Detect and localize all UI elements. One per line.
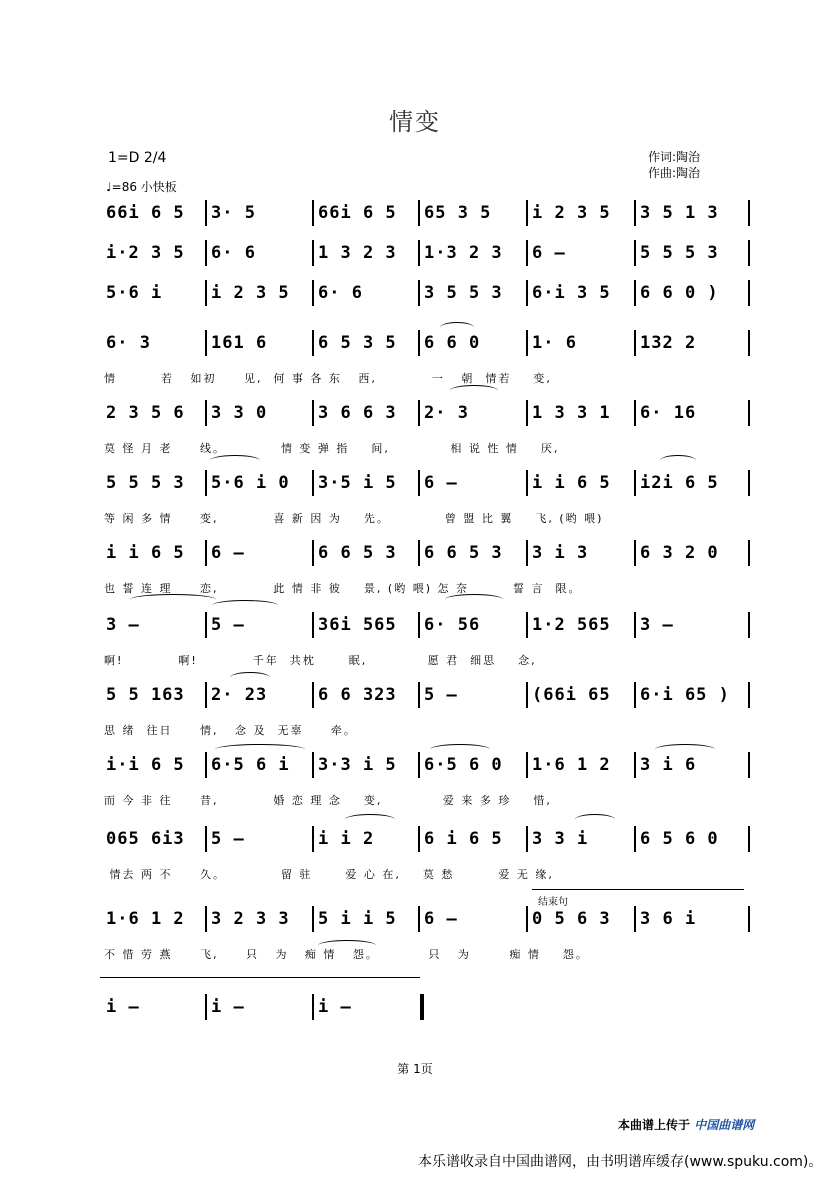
measure: 6 6 323 (318, 685, 397, 705)
measure: 2· 3 (424, 403, 469, 423)
measure: 65 3 5 (424, 203, 492, 223)
barline (526, 330, 528, 356)
key-signature: 1=D 2/4 (108, 150, 167, 166)
measure: 132 2 (640, 333, 697, 353)
barline (748, 612, 750, 638)
measure: 161 6 (211, 333, 268, 353)
lyric-line: 莫 怪 月 老 线。 情 变 弹 指 间, 相 说 性 情 厌, (104, 442, 560, 455)
barline (312, 612, 314, 638)
barline (312, 826, 314, 852)
barline (418, 540, 420, 566)
measure: i2i 6 5 (640, 473, 719, 493)
slur-mark (215, 744, 305, 755)
measure: 1 3 3 1 (532, 403, 611, 423)
lyric-line: 啊! 啊! 千年 共枕 眠, 愿 君 细思 念, (104, 654, 537, 667)
measure: 3 i 6 (640, 755, 697, 775)
measure: i — (318, 997, 352, 1017)
barline (526, 470, 528, 496)
measure: i — (106, 997, 140, 1017)
barline (634, 240, 636, 266)
measure: 2· 23 (211, 685, 268, 705)
score-row (100, 200, 750, 230)
barline (526, 826, 528, 852)
measure: 66i 6 5 (106, 203, 185, 223)
measure: i i 2 (318, 829, 375, 849)
measure: 6· 6 (211, 243, 256, 263)
slur-mark (210, 455, 260, 466)
measure: 66i 6 5 (318, 203, 397, 223)
barline (748, 540, 750, 566)
measure: 6·5 6 0 (424, 755, 503, 775)
barline (748, 470, 750, 496)
barline (748, 826, 750, 852)
barline (312, 906, 314, 932)
barline (526, 400, 528, 426)
measure: 5 5 5 3 (106, 473, 185, 493)
barline (634, 826, 636, 852)
measure: i — (211, 997, 245, 1017)
measure: 5 — (424, 685, 458, 705)
measure: 6·5 6 i (211, 755, 290, 775)
barline (526, 906, 528, 932)
barline (312, 470, 314, 496)
barline (418, 240, 420, 266)
upload-note (618, 1116, 754, 1133)
measure: 1·6 1 2 (106, 909, 185, 929)
page-number: 第 1页 (397, 1062, 433, 1076)
barline (312, 540, 314, 566)
score-row (100, 906, 750, 936)
measure: 5·6 i (106, 283, 163, 303)
barline (312, 752, 314, 778)
measure: 1·6 1 2 (532, 755, 611, 775)
barline (634, 470, 636, 496)
measure: 3 6 6 3 (318, 403, 397, 423)
barline (418, 752, 420, 778)
measure: 1· 6 (532, 333, 577, 353)
tempo-marking: ♩=86 小快板 (106, 180, 177, 194)
barline (634, 400, 636, 426)
barline (205, 400, 207, 426)
barline (205, 994, 207, 1020)
measure: i 2 3 5 (211, 283, 290, 303)
barline (205, 612, 207, 638)
barline (748, 330, 750, 356)
measure: i i 6 5 (106, 543, 185, 563)
measure: i 2 3 5 (532, 203, 611, 223)
barline (205, 826, 207, 852)
measure: 6 6 5 3 (424, 543, 503, 563)
measure: 6· 6 (318, 283, 363, 303)
barline (634, 752, 636, 778)
measure: (66i 65 (532, 685, 611, 705)
score-row (100, 280, 750, 310)
lyricist-credit: 作词:陶治 (648, 150, 701, 164)
measure: 1·2 565 (532, 615, 611, 635)
composer-credit: 作曲:陶治 (648, 166, 701, 180)
barline (418, 280, 420, 306)
measure: 1·3 2 3 (424, 243, 503, 263)
ending-label: 结束句 (538, 897, 568, 908)
score-row (100, 994, 750, 1024)
barline (205, 470, 207, 496)
measure: 6 6 5 3 (318, 543, 397, 563)
measure: 5 5 5 3 (640, 243, 719, 263)
slur-mark (130, 594, 216, 605)
barline (205, 280, 207, 306)
score-row (100, 470, 750, 500)
measure: 3 — (106, 615, 140, 635)
barline (205, 540, 207, 566)
measure: 3 3 i (532, 829, 589, 849)
barline (634, 200, 636, 226)
score-row (100, 400, 750, 430)
measure: 6· 56 (424, 615, 481, 635)
barline (748, 906, 750, 932)
barline (205, 200, 207, 226)
slur-mark (318, 940, 376, 951)
measure: 3·5 i 5 (318, 473, 397, 493)
measure: 5·6 i 0 (211, 473, 290, 493)
score-row (100, 330, 750, 360)
measure: 36i 565 (318, 615, 397, 635)
barline (205, 906, 207, 932)
barline (312, 994, 314, 1020)
barline (748, 682, 750, 708)
measure: 6 — (424, 473, 458, 493)
barline (748, 400, 750, 426)
barline (634, 682, 636, 708)
measure: 6 5 3 5 (318, 333, 397, 353)
final-barline (420, 994, 424, 1020)
measure: 6·i 65 ) (640, 685, 730, 705)
barline (634, 330, 636, 356)
barline (418, 470, 420, 496)
barline (634, 540, 636, 566)
score-row (100, 752, 750, 782)
measure: 0 5 6 3 (532, 909, 611, 929)
barline (312, 330, 314, 356)
slur-mark (345, 814, 395, 825)
measure: 5 i i 5 (318, 909, 397, 929)
measure: 3·3 i 5 (318, 755, 397, 775)
lyric-line: 情 若 如初 见, 何 事 各 东 西, 一 朝 情若 变, (104, 372, 552, 385)
measure: i·i 6 5 (106, 755, 185, 775)
slur-mark (575, 814, 615, 825)
upload-text: 本曲谱上传于 (618, 1118, 691, 1132)
barline (418, 400, 420, 426)
measure: 1 3 2 3 (318, 243, 397, 263)
lyric-line: 思 绪 往日 情, 念 及 无辜 牵。 (104, 724, 357, 737)
measure: 6 5 6 0 (640, 829, 719, 849)
measure: 3 5 1 3 (640, 203, 719, 223)
score-row (100, 540, 750, 570)
ending-bracket (532, 889, 744, 890)
barline (418, 330, 420, 356)
slur-mark (450, 385, 498, 396)
slur-mark (212, 600, 278, 611)
measure: 6 6 0 ) (640, 283, 719, 303)
measure: 5 5 163 (106, 685, 185, 705)
lyric-line: 而 今 非 往 昔, 婚 恋 理 念 变, 爱 来 多 珍 惜, (104, 794, 552, 807)
measure: 2 3 5 6 (106, 403, 185, 423)
measure: 6· 3 (106, 333, 151, 353)
lyric-line: 等 闲 多 情 变, 喜 新 因 为 先。 曾 盟 比 翼 飞, (哟 喂) (104, 512, 604, 525)
slur-mark (430, 744, 490, 755)
measure: 065 6i3 (106, 829, 185, 849)
measure: 6·i 3 5 (532, 283, 611, 303)
lyric-line: 情去 两 不 久。 留 驻 爱 心 在, 莫 愁 爱 无 缘, (104, 868, 554, 881)
barline (205, 752, 207, 778)
barline (526, 280, 528, 306)
barline (748, 240, 750, 266)
barline (205, 330, 207, 356)
score-row (100, 612, 750, 642)
barline (634, 280, 636, 306)
lyric-line: 不 惜 劳 燕 飞, 只 为 痴 情 怨。 只 为 痴 情 怨。 (104, 948, 589, 961)
barline (312, 280, 314, 306)
final-slur-line (100, 977, 420, 978)
measure: 6 3 2 0 (640, 543, 719, 563)
barline (748, 200, 750, 226)
measure: 6 i 6 5 (424, 829, 503, 849)
measure: 6 — (211, 543, 245, 563)
slur-mark (660, 455, 696, 466)
score-row (100, 240, 750, 270)
measure: 3 2 3 3 (211, 909, 290, 929)
barline (205, 682, 207, 708)
barline (418, 200, 420, 226)
barline (312, 200, 314, 226)
barline (418, 826, 420, 852)
measure: i i 6 5 (532, 473, 611, 493)
footer-source: 本乐谱收录自中国曲谱网，由书明谱库缓存(www.spuku.com)。 (418, 1154, 823, 1170)
measure: 5 — (211, 615, 245, 635)
measure: i·2 3 5 (106, 243, 185, 263)
measure: 6· 16 (640, 403, 697, 423)
slur-mark (440, 322, 474, 333)
measure: 6 6 0 (424, 333, 481, 353)
measure: 3 i 3 (532, 543, 589, 563)
slur-mark (655, 744, 715, 755)
barline (418, 612, 420, 638)
slur-mark (445, 594, 503, 605)
barline (312, 682, 314, 708)
barline (634, 612, 636, 638)
barline (526, 612, 528, 638)
barline (418, 682, 420, 708)
measure: 3 — (640, 615, 674, 635)
measure: 6 — (424, 909, 458, 929)
lyric-line: 也 誓 连 理 恋, 此 情 非 彼 景, (哟 喂) 怎 奈 誓 言 限。 (104, 582, 582, 595)
barline (312, 400, 314, 426)
barline (748, 752, 750, 778)
measure: 3 6 i (640, 909, 697, 929)
measure: 6 — (532, 243, 566, 263)
barline (418, 906, 420, 932)
barline (312, 240, 314, 266)
barline (526, 682, 528, 708)
barline (526, 200, 528, 226)
barline (526, 752, 528, 778)
barline (748, 280, 750, 306)
measure: 5 — (211, 829, 245, 849)
song-title: 情变 (389, 108, 441, 136)
score-row (100, 826, 750, 856)
score-row (100, 682, 750, 712)
barline (205, 240, 207, 266)
barline (526, 540, 528, 566)
barline (634, 906, 636, 932)
site-logo[interactable]: 中国曲谱网 (694, 1118, 755, 1132)
barline (526, 240, 528, 266)
measure: 3 5 5 3 (424, 283, 503, 303)
measure: 3· 5 (211, 203, 256, 223)
slur-mark (230, 672, 270, 683)
measure: 3 3 0 (211, 403, 268, 423)
